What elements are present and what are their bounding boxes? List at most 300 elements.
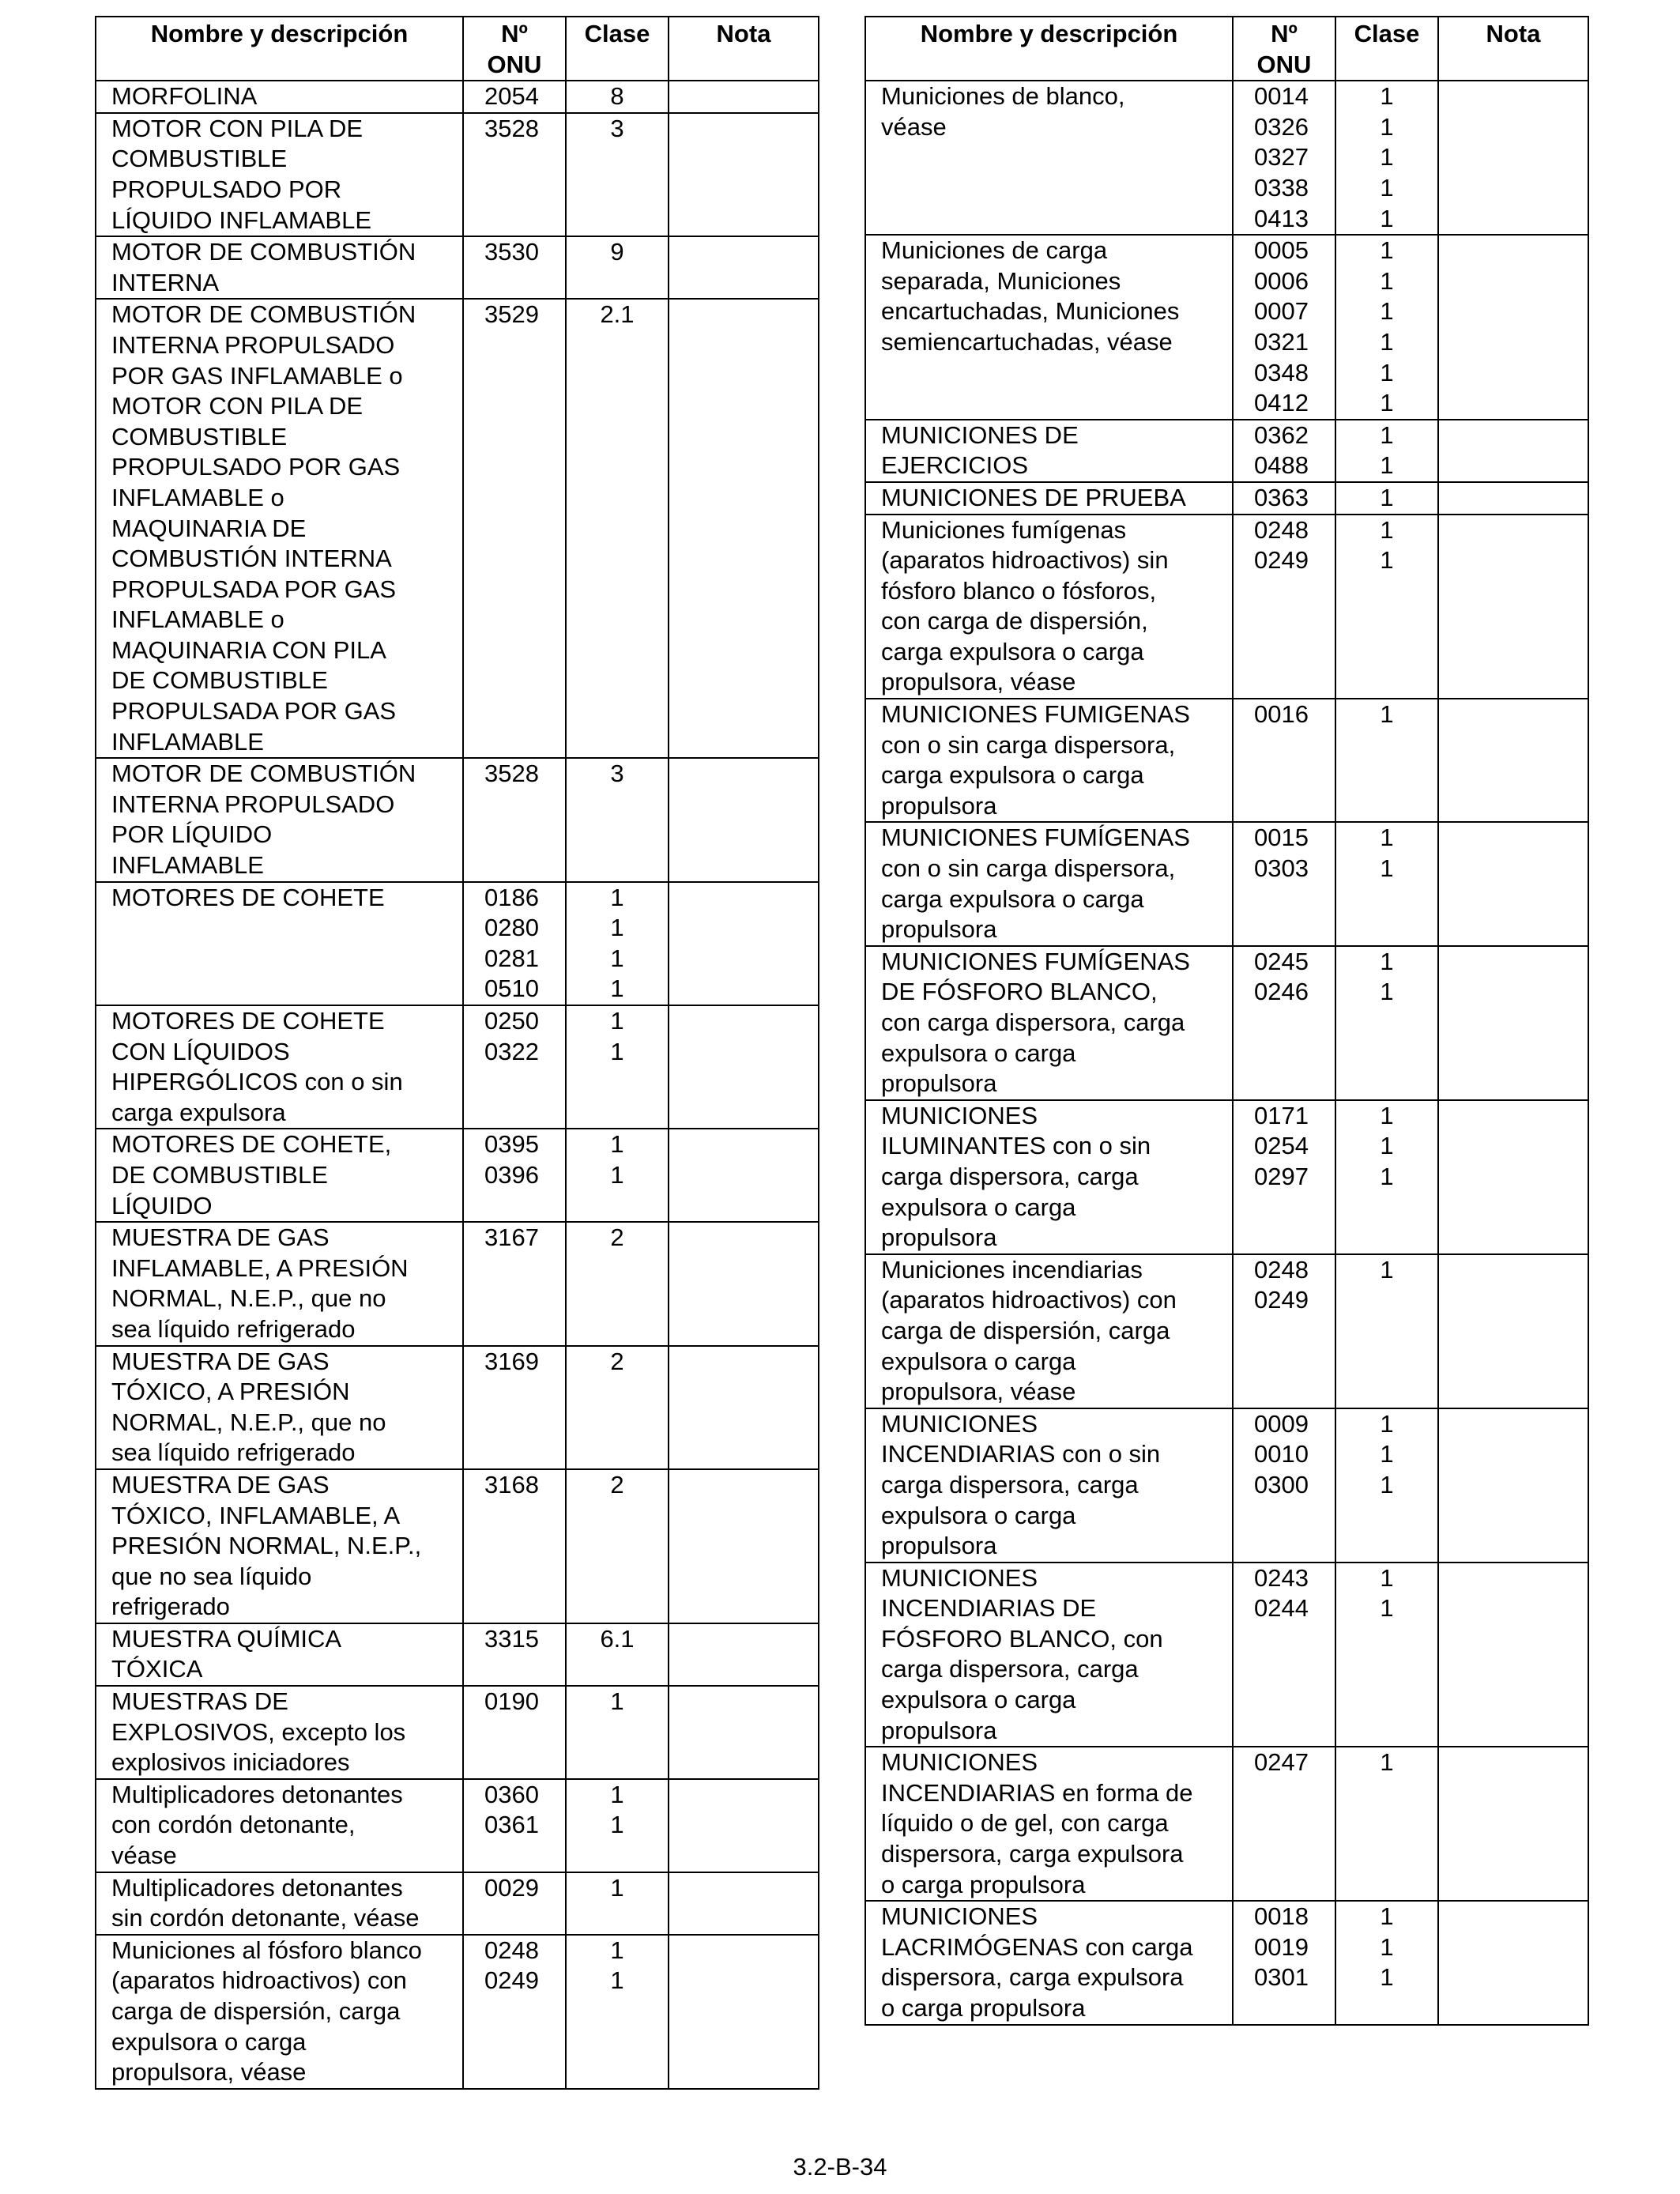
onu-number-cell	[1233, 515, 1335, 699]
name-cell	[96, 236, 463, 299]
onu-number-line: 0303	[1254, 854, 1309, 883]
name-line: CON LÍQUIDOS	[111, 1037, 290, 1065]
class-line: 1	[610, 1037, 624, 1065]
name-line: INFLAMABLE	[111, 851, 264, 880]
name-line: TÓXICO, A PRESIÓN	[111, 1378, 350, 1406]
name-line: carga de dispersión, carga	[881, 1316, 1170, 1344]
onu-number-line: 0009	[1254, 1409, 1309, 1438]
name-cell	[865, 482, 1233, 515]
class-line: 1	[1380, 297, 1394, 326]
name-line: con o sin carga dispersora,	[881, 730, 1176, 759]
onu-number-line: 2054	[484, 82, 539, 111]
note-cell	[1438, 420, 1588, 482]
name-line: o carga propulsora	[881, 1994, 1086, 2022]
onu-number-line: 3528	[484, 114, 539, 142]
onu-number-line: 0010	[1254, 1440, 1309, 1468]
class-line: 1	[610, 974, 624, 1003]
name-cell	[865, 1408, 1233, 1563]
class-line: 9	[610, 238, 624, 266]
class-line: 1	[1380, 420, 1394, 449]
name-line: carga dispersora, carga	[881, 1470, 1139, 1498]
name-line: (aparatos hidroactivos) con	[111, 1966, 407, 1995]
name-line: refrigerado	[111, 1593, 230, 1621]
onu-number-line: 0395	[484, 1130, 539, 1159]
class-line: 1	[1380, 358, 1394, 386]
name-cell	[865, 1100, 1233, 1254]
onu-number-line: 0005	[1254, 236, 1309, 265]
name-line: carga expulsora o carga	[881, 884, 1144, 913]
note-cell	[1438, 1747, 1588, 1901]
name-line: expulsora o carga	[881, 1193, 1076, 1221]
onu-number-cell	[463, 882, 566, 1005]
note-cell	[669, 113, 819, 236]
table-row	[96, 299, 819, 758]
onu-number-line: 0396	[484, 1160, 539, 1189]
onu-number-cell	[463, 1623, 566, 1686]
class-line: 1	[1380, 824, 1394, 852]
name-line: MUNICIONES FUMÍGENAS	[881, 947, 1190, 975]
onu-number-cell	[463, 1129, 566, 1222]
class-line: 2.1	[600, 300, 635, 329]
class-line: 1	[610, 1811, 624, 1839]
class-cell	[566, 1346, 669, 1469]
header-name: Nombre y descripción	[96, 17, 463, 81]
onu-number-line: 0019	[1254, 1932, 1309, 1961]
onu-number-cell	[1233, 482, 1335, 515]
onu-number-cell	[1233, 1408, 1335, 1563]
class-line: 1	[1380, 515, 1394, 544]
name-line: FÓSFORO BLANCO, con	[881, 1624, 1163, 1653]
name-line: dispersora, carga expulsora	[881, 1963, 1184, 1992]
name-line: líquido o de gel, con carga	[881, 1809, 1169, 1838]
onu-number-line: 3529	[484, 300, 539, 329]
name-cell	[96, 1129, 463, 1222]
onu-number-cell	[463, 113, 566, 236]
name-line: MAQUINARIA DE	[111, 514, 307, 542]
onu-number-line: 0014	[1254, 82, 1309, 111]
onu-number-line: 0321	[1254, 327, 1309, 356]
onu-number-cell	[463, 1779, 566, 1872]
class-line: 1	[1380, 546, 1394, 575]
class-cell	[566, 1935, 669, 2089]
onu-number-cell	[1233, 946, 1335, 1100]
class-line: 1	[1380, 173, 1394, 202]
class-cell	[566, 1129, 669, 1222]
name-line: propulsora	[881, 1716, 997, 1744]
name-line: o carga propulsora	[881, 1870, 1086, 1898]
name-line: INTERNA PROPULSADO	[111, 330, 395, 359]
name-line: EJERCICIOS	[881, 451, 1029, 480]
name-line: sea líquido refrigerado	[111, 1314, 356, 1343]
table-row	[865, 1408, 1588, 1563]
name-line: COMBUSTIÓN INTERNA	[111, 545, 392, 573]
name-line: MUESTRA DE GAS	[111, 1470, 330, 1498]
name-line: propulsora, véase	[111, 2058, 307, 2087]
table-row	[96, 758, 819, 881]
table-body	[96, 81, 819, 2089]
name-line: DE FÓSFORO BLANCO,	[881, 978, 1158, 1006]
onu-number-cell	[1233, 1901, 1335, 2024]
onu-number-cell	[1233, 699, 1335, 822]
name-line: MOTORES DE COHETE	[111, 1007, 385, 1035]
class-line: 1	[1380, 1963, 1394, 1992]
onu-number-line: 0281	[484, 944, 539, 972]
class-line: 2	[610, 1470, 624, 1498]
name-cell	[96, 1779, 463, 1872]
onu-number-line: 0016	[1254, 700, 1309, 729]
name-line: expulsora o carga	[881, 1347, 1076, 1375]
class-line: 2	[610, 1223, 624, 1252]
name-line: expulsora o carga	[881, 1501, 1076, 1529]
name-line: Municiones de carga	[881, 236, 1108, 265]
header-name: Nombre y descripción	[865, 17, 1233, 81]
class-line: 1	[610, 1966, 624, 1995]
name-line: MUNICIONES FUMÍGENAS	[881, 824, 1190, 852]
class-line: 1	[1380, 700, 1394, 729]
name-line: PROPULSADO POR	[111, 175, 342, 203]
name-cell	[865, 420, 1233, 482]
class-line: 1	[1380, 947, 1394, 975]
header-nota: Nota	[669, 17, 819, 81]
header-clase: Clase	[566, 17, 669, 81]
table-row	[96, 1779, 819, 1872]
note-cell	[669, 299, 819, 758]
name-line: con o sin carga dispersora,	[881, 854, 1176, 883]
note-cell	[1438, 81, 1588, 235]
class-line: 1	[1380, 82, 1394, 111]
class-line: 1	[610, 914, 624, 942]
name-line: Municiones fumígenas	[881, 515, 1127, 544]
onu-number-line: 0363	[1254, 483, 1309, 511]
name-line: propulsora	[881, 915, 997, 944]
class-line: 1	[610, 1780, 624, 1808]
onu-number-line: 0254	[1254, 1132, 1309, 1160]
name-line: NORMAL, N.E.P., que no	[111, 1408, 386, 1436]
class-line: 1	[1380, 1932, 1394, 1961]
table-row	[96, 81, 819, 113]
class-line: 1	[1380, 1748, 1394, 1777]
table-row	[865, 822, 1588, 945]
onu-number-line: 0250	[484, 1007, 539, 1035]
table-row	[96, 1686, 819, 1779]
table-row	[865, 420, 1588, 482]
name-line: LÍQUIDO INFLAMABLE	[111, 205, 372, 234]
onu-number-line: 0361	[484, 1811, 539, 1839]
class-cell	[1335, 1563, 1438, 1747]
name-cell	[865, 1563, 1233, 1747]
onu-number-cell	[463, 81, 566, 113]
table-row	[865, 1901, 1588, 2024]
dangerous-goods-table-right	[864, 16, 1589, 2026]
onu-number-cell	[463, 1346, 566, 1469]
onu-number-cell	[1233, 81, 1335, 235]
onu-number-line: 0348	[1254, 358, 1309, 386]
name-line: sin cordón detonante, véase	[111, 1904, 420, 1932]
table-row	[96, 1935, 819, 2089]
class-line: 1	[1380, 1409, 1394, 1438]
onu-number-line: 0297	[1254, 1162, 1309, 1190]
name-line: propulsora	[881, 791, 997, 820]
onu-number-cell	[463, 758, 566, 881]
onu-number-cell	[1233, 1100, 1335, 1254]
class-line: 1	[1380, 1255, 1394, 1284]
table-row	[865, 482, 1588, 515]
name-cell	[96, 882, 463, 1005]
onu-number-line: 3530	[484, 238, 539, 266]
name-line: TÓXICO, INFLAMABLE, A	[111, 1501, 401, 1529]
name-line: explosivos iniciadores	[111, 1748, 350, 1777]
class-cell	[566, 1623, 669, 1686]
onu-number-cell	[463, 1686, 566, 1779]
table-row	[865, 1100, 1588, 1254]
name-line: propulsora	[881, 1223, 997, 1252]
table-row	[96, 1222, 819, 1345]
name-line: Multiplicadores detonantes	[111, 1873, 403, 1902]
table-row	[96, 1623, 819, 1686]
class-line: 2	[610, 1347, 624, 1375]
table-row	[96, 1005, 819, 1129]
note-cell	[669, 1623, 819, 1686]
name-line: PROPULSADO POR GAS	[111, 453, 401, 481]
name-line: COMBUSTIBLE	[111, 422, 288, 450]
class-line: 1	[1380, 1162, 1394, 1190]
note-cell	[669, 758, 819, 881]
class-line: 1	[610, 883, 624, 911]
name-line: propulsora, véase	[881, 668, 1076, 696]
name-cell	[865, 946, 1233, 1100]
name-line: encartuchadas, Municiones	[881, 297, 1180, 326]
name-line: Municiones al fósforo blanco	[111, 1936, 422, 1964]
note-cell	[1438, 1408, 1588, 1563]
name-line: Municiones de blanco,	[881, 82, 1125, 111]
name-cell	[96, 1623, 463, 1686]
class-line: 1	[1380, 389, 1394, 417]
class-line: 1	[610, 1130, 624, 1159]
table-row	[865, 946, 1588, 1100]
table-row	[96, 1346, 819, 1469]
name-line: carga expulsora o carga	[881, 761, 1144, 790]
table-row	[865, 1563, 1588, 1747]
note-cell	[669, 1005, 819, 1129]
class-cell	[566, 1005, 669, 1129]
name-cell	[96, 81, 463, 113]
onu-number-line: 0190	[484, 1687, 539, 1716]
name-line: DE COMBUSTIBLE	[111, 1160, 328, 1189]
onu-number-cell	[1233, 1747, 1335, 1901]
class-line: 1	[1380, 1594, 1394, 1623]
onu-number-line: 0412	[1254, 389, 1309, 417]
name-line: MOTOR DE COMBUSTIÓN	[111, 760, 416, 788]
name-cell	[96, 1346, 463, 1469]
name-line: (aparatos hidroactivos) con	[881, 1286, 1177, 1314]
name-line: propulsora	[881, 1532, 997, 1560]
onu-number-line: 0362	[1254, 420, 1309, 449]
name-line: POR GAS INFLAMABLE o	[111, 361, 403, 390]
name-line: INCENDIARIAS en forma de	[881, 1778, 1193, 1807]
onu-number-line: 0245	[1254, 947, 1309, 975]
name-line: ILUMINANTES con o sin	[881, 1132, 1151, 1160]
class-cell	[566, 299, 669, 758]
name-cell	[865, 822, 1233, 945]
class-line: 1	[610, 1160, 624, 1189]
name-line: LÍQUIDO	[111, 1191, 213, 1220]
name-line: MUNICIONES	[881, 1409, 1038, 1438]
onu-number-line: 0301	[1254, 1963, 1309, 1992]
class-cell	[566, 758, 669, 881]
name-line: expulsora o carga	[111, 2027, 307, 2056]
class-line: 1	[1380, 112, 1394, 141]
name-cell	[865, 1254, 1233, 1408]
note-cell	[1438, 699, 1588, 822]
onu-number-line: 0249	[484, 1966, 539, 1995]
class-line: 1	[610, 1687, 624, 1716]
table-row	[865, 1747, 1588, 1901]
note-cell	[669, 882, 819, 1005]
table-header-row	[96, 17, 819, 81]
note-cell	[669, 1686, 819, 1779]
onu-number-line: 0326	[1254, 112, 1309, 141]
class-cell	[1335, 1747, 1438, 1901]
name-line: MUESTRA DE GAS	[111, 1223, 330, 1252]
name-cell	[96, 1469, 463, 1623]
name-line: INFLAMABLE, A PRESIÓN	[111, 1253, 409, 1282]
name-line: (aparatos hidroactivos) sin	[881, 546, 1169, 575]
name-cell	[96, 1686, 463, 1779]
onu-number-cell	[1233, 1254, 1335, 1408]
onu-number-line: 0244	[1254, 1594, 1309, 1623]
onu-number-line: 0248	[484, 1936, 539, 1964]
note-cell	[669, 1872, 819, 1935]
name-line: carga expulsora o carga	[881, 637, 1144, 665]
note-cell	[669, 236, 819, 299]
class-line: 6.1	[600, 1624, 635, 1653]
onu-number-cell	[1233, 420, 1335, 482]
class-cell	[1335, 822, 1438, 945]
header-onu: Nº ONU	[1233, 17, 1335, 81]
name-line: MUESTRA QUÍMICA	[111, 1624, 342, 1653]
note-cell	[1438, 482, 1588, 515]
class-cell	[566, 113, 669, 236]
onu-number-line: 0029	[484, 1873, 539, 1902]
name-line: dispersora, carga expulsora	[881, 1840, 1184, 1868]
onu-number-line: 0186	[484, 883, 539, 911]
class-line: 1	[1380, 978, 1394, 1006]
class-cell	[1335, 1901, 1438, 2024]
note-cell	[669, 1935, 819, 2089]
class-line: 1	[1380, 1132, 1394, 1160]
class-cell	[566, 81, 669, 113]
note-cell	[1438, 1563, 1588, 1747]
name-line: MUNICIONES	[881, 1563, 1038, 1592]
onu-number-cell	[463, 299, 566, 758]
name-cell	[96, 1005, 463, 1129]
name-cell	[96, 1872, 463, 1935]
note-cell	[669, 1129, 819, 1222]
name-line: carga dispersora, carga	[881, 1162, 1139, 1190]
name-line: PROPULSADA POR GAS	[111, 697, 397, 726]
onu-number-line: 0015	[1254, 824, 1309, 852]
class-cell	[1335, 1100, 1438, 1254]
note-cell	[669, 81, 819, 113]
name-line: HIPERGÓLICOS con o sin	[111, 1068, 403, 1096]
onu-number-line: 0338	[1254, 173, 1309, 202]
name-line: MOTOR CON PILA DE	[111, 392, 363, 420]
name-cell	[96, 299, 463, 758]
table-row	[865, 235, 1588, 420]
name-line: carga de dispersión, carga	[111, 1997, 401, 2025]
table-row	[96, 1129, 819, 1222]
header-clase: Clase	[1335, 17, 1438, 81]
name-line: TÓXICA	[111, 1655, 203, 1683]
name-line: MUNICIONES DE PRUEBA	[881, 483, 1186, 511]
onu-number-line: 0246	[1254, 978, 1309, 1006]
onu-number-cell	[463, 1005, 566, 1129]
onu-number-line: 3169	[484, 1347, 539, 1375]
name-line: véase	[881, 112, 947, 141]
name-line: Multiplicadores detonantes	[111, 1780, 403, 1808]
note-cell	[1438, 946, 1588, 1100]
name-line: MUESTRA DE GAS	[111, 1347, 330, 1375]
onu-number-line: 3315	[484, 1624, 539, 1653]
note-cell	[669, 1222, 819, 1345]
onu-number-line: 0488	[1254, 451, 1309, 480]
name-line: POR LÍQUIDO	[111, 820, 273, 849]
name-line: INFLAMABLE o	[111, 605, 284, 634]
name-line: MOTOR DE COMBUSTIÓN	[111, 238, 416, 266]
class-line: 3	[610, 114, 624, 142]
class-line: 1	[1380, 327, 1394, 356]
onu-number-line: 0248	[1254, 515, 1309, 544]
note-cell	[1438, 1100, 1588, 1254]
name-cell	[865, 81, 1233, 235]
name-cell	[865, 1901, 1233, 2024]
header-nota: Nota	[1438, 17, 1588, 81]
class-line: 1	[1380, 236, 1394, 265]
name-line: NORMAL, N.E.P., que no	[111, 1284, 386, 1313]
name-line: separada, Municiones	[881, 266, 1121, 295]
table-row	[96, 1872, 819, 1935]
onu-number-cell	[1233, 822, 1335, 945]
note-cell	[669, 1469, 819, 1623]
name-line: sea líquido refrigerado	[111, 1438, 356, 1467]
class-line: 1	[610, 1007, 624, 1035]
name-line: DE COMBUSTIBLE	[111, 666, 328, 695]
onu-number-line: 0249	[1254, 546, 1309, 575]
class-cell	[1335, 235, 1438, 420]
note-cell	[669, 1779, 819, 1872]
table-row	[865, 699, 1588, 822]
onu-number-cell	[1233, 1563, 1335, 1747]
class-line: 1	[1380, 266, 1394, 295]
note-cell	[1438, 1254, 1588, 1408]
name-line: véase	[111, 1842, 177, 1870]
class-line: 1	[610, 944, 624, 972]
name-line: que no sea líquido	[111, 1562, 312, 1590]
onu-number-line: 0300	[1254, 1470, 1309, 1498]
note-cell	[1438, 822, 1588, 945]
onu-number-line: 0018	[1254, 1902, 1309, 1931]
name-line: MOTOR DE COMBUSTIÓN	[111, 300, 416, 329]
onu-number-line: 0360	[484, 1780, 539, 1808]
name-line: MUNICIONES	[881, 1101, 1038, 1129]
class-line: 1	[610, 1873, 624, 1902]
note-cell	[1438, 515, 1588, 699]
class-line: 3	[610, 760, 624, 788]
name-line: con carga dispersora, carga	[881, 1008, 1185, 1036]
table-body	[865, 81, 1588, 2024]
onu-number-line: 0280	[484, 914, 539, 942]
name-cell	[96, 1222, 463, 1345]
